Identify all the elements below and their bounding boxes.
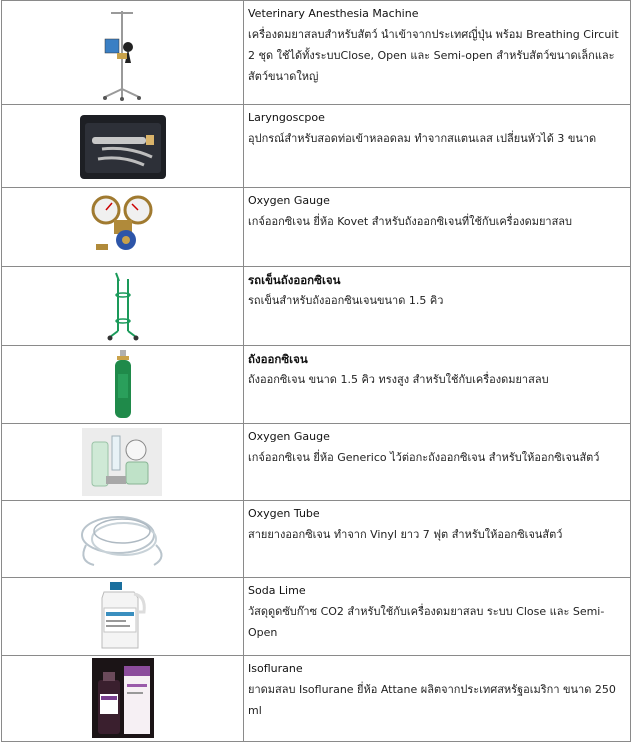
table-row — [2, 578, 631, 656]
item-description: เกจ์ออกซิเจน ยี่ห้อ Generico ไว้ต่อกะถังออกซิเจน สำหรับให้ออกซิเจนสัตว์ — [248, 451, 600, 464]
text-cell — [244, 578, 631, 656]
item-name: Oxygen Gauge — [248, 194, 330, 207]
table-row — [2, 188, 631, 267]
item-description: เกจ์ออกซิเจน ยี่ห้อ Kovet สำหรับถังออกซิเจนที่ใช้กับเครื่องดมยาสลบ — [248, 215, 573, 228]
item-description: ยาดมสลบ Isoflurane ยี่ห้อ Attane ผลิตจากประเทศสหรัฐอเมริกา ขนาด 250 ml — [248, 683, 616, 717]
item-name: Veterinary Anesthesia Machine — [248, 7, 419, 20]
image-cell — [2, 656, 244, 742]
text-cell — [244, 424, 631, 501]
item-name: รถเข็นถังออกซิเจน — [248, 273, 341, 287]
item-name: Soda Lime — [248, 584, 306, 597]
image-cell — [2, 105, 244, 188]
text-cell — [244, 105, 631, 188]
image-cell — [2, 188, 244, 267]
item-name: Isoflurane — [248, 662, 303, 675]
oxygen-tube-image — [72, 505, 172, 571]
table-row — [2, 105, 631, 188]
text-cell — [244, 267, 631, 346]
image-cell — [2, 501, 244, 578]
image-cell — [2, 578, 244, 656]
flowmeter-humidifier-image — [82, 428, 162, 496]
table-row — [2, 346, 631, 424]
text-cell — [244, 501, 631, 578]
anesthesia-machine-image — [97, 7, 147, 101]
oxygen-cylinder-image — [112, 350, 134, 420]
item-name: Oxygen Gauge — [248, 430, 330, 443]
item-description: รถเข็นสำหรับถังออกซินเจนขนาด 1.5 คิว — [248, 294, 444, 307]
image-cell — [2, 1, 244, 105]
item-name: Oxygen Tube — [248, 507, 320, 520]
item-name: ถังออกซิเจน — [248, 352, 308, 366]
text-cell — [244, 346, 631, 424]
equipment-table — [1, 0, 631, 742]
item-description: อุปกรณ์สำหรับสอดท่อเข้าหลอดลม ทำจากสแตนเลส เปลี่ยนหัวได้ 3 ขนาด — [248, 132, 597, 145]
table-row — [2, 501, 631, 578]
table-row — [2, 1, 631, 105]
item-name: Laryngoscpoe — [248, 111, 325, 124]
item-description: ถังออกซิเจน ขนาด 1.5 คิว ทรงสูง สำหรับใช้กับเครื่องดมยาสลบ — [248, 373, 549, 386]
text-cell — [244, 188, 631, 267]
text-cell — [244, 656, 631, 742]
item-description: สายยางออกซิเจน ทำจาก Vinyl ยาว 7 ฟุต สำหรับให้ออกซิเจนสัตว์ — [248, 528, 563, 541]
item-description: วัสดุดูดซับก๊าซ CO2 สำหรับใช้กับเครื่องดมยาสลบ ระบบ Close และ Semi-Open — [248, 605, 605, 639]
table-row — [2, 267, 631, 346]
text-cell — [244, 1, 631, 105]
table-row — [2, 656, 631, 742]
image-cell — [2, 346, 244, 424]
table-row — [2, 424, 631, 501]
image-cell — [2, 424, 244, 501]
image-cell — [2, 267, 244, 346]
oxygen-cart-image — [106, 271, 140, 343]
oxygen-regulator-image — [90, 194, 156, 260]
laryngoscope-kit-image — [78, 113, 168, 181]
soda-lime-bottle-image — [98, 582, 150, 650]
isoflurane-bottle-image — [92, 658, 154, 738]
item-description: เครื่องดมยาสลบสำหรับสัตว์ นำเข้าจากประเทศญี่ปุ่น พร้อม Breathing Circuit 2 ชุด ใช้ได้ทั้งระบบClose, Open และ Semi-open สำหรับสัตว์ขนาดเล็กและสัตว์ขนาดใหญ่ — [248, 28, 619, 83]
